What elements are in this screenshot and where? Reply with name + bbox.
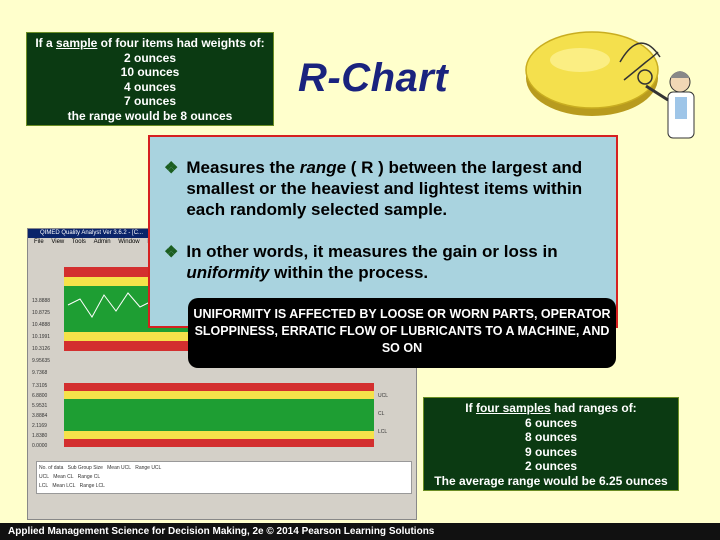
app-titlebar: QIMED Quality Analyst Ver 3.6.2 - [C...	[28, 229, 416, 238]
r-tick-labels: 7.3105 6.8800 5.9531 3.8884 2.1169 1.8380 0.0000	[32, 383, 48, 449]
disc-illustration	[520, 2, 720, 150]
sample-weights-line6: the range would be 8 ounces	[67, 108, 233, 123]
sample-weights-box	[26, 32, 274, 126]
sample-weights-line2: 2 ounces	[123, 50, 177, 65]
xbar-tick-labels: 13.8888 10.8725 10.4888 10.1991 10.3126 9.95635 9.7368	[32, 298, 51, 376]
sample-ranges-line4: 9 ounces	[524, 444, 578, 459]
sample-ranges-line3: 8 ounces	[524, 430, 578, 444]
stats-row-3: LCL Mean LCL Range LCL	[39, 483, 105, 489]
stats-row-1: No. of data Sub Group Size Mean UCL Range UCL	[39, 465, 162, 471]
r-chart	[28, 381, 416, 453]
menu-window[interactable]: Window	[118, 239, 140, 245]
sample-ranges-box	[423, 397, 679, 491]
diamond-bullet-icon: ❖	[164, 244, 179, 261]
sample-weights-line1: If a sample of four items had weights of:	[35, 36, 265, 50]
stats-table	[36, 461, 412, 494]
sample-weights-line4: 4 ounces	[123, 79, 177, 94]
sample-weights-line5: 7 ounces	[123, 94, 177, 108]
diamond-bullet-icon: ❖	[164, 160, 179, 177]
bullet-uniformity: ❖ In other words, it measures the gain or loss in uniformity within the process.	[164, 242, 558, 282]
sample-ranges-line2: 6 ounces	[524, 415, 578, 430]
sample-ranges-line5: 2 ounces	[524, 459, 578, 473]
sample-ranges-line1: If four samples had ranges of:	[465, 401, 637, 415]
menu-view[interactable]: View	[51, 239, 65, 245]
menu-file[interactable]: File	[34, 239, 44, 245]
sample-ranges-line6: The average range would be 6.25 ounces	[434, 473, 668, 488]
menu-admin[interactable]: Admin	[93, 239, 111, 245]
footer-credit: Applied Management Science for Decision Making, 2e © 2014 Pearson Learning Solutions	[0, 523, 720, 540]
stats-row-2: UCL Mean CL Range CL	[39, 474, 101, 480]
page-title: R-Chart	[298, 56, 449, 100]
bullet-range: ❖ Measures the range ( R ) between the largest and smallest or the heaviest and lightest items within each randomly selected sample.	[164, 158, 583, 219]
r-limit-labels: UCL CL LCL	[378, 393, 389, 435]
sample-weights-line3: 10 ounces	[120, 65, 180, 79]
menu-tools[interactable]: Tools	[71, 239, 86, 245]
uniformity-note: UNIFORMITY IS AFFECTED BY LOOSE OR WORN PARTS, OPERATOR SLOPPINESS, ERRATIC FLOW OF LUBRICANTS TO A MACHINE, AND SO ON	[188, 298, 616, 368]
